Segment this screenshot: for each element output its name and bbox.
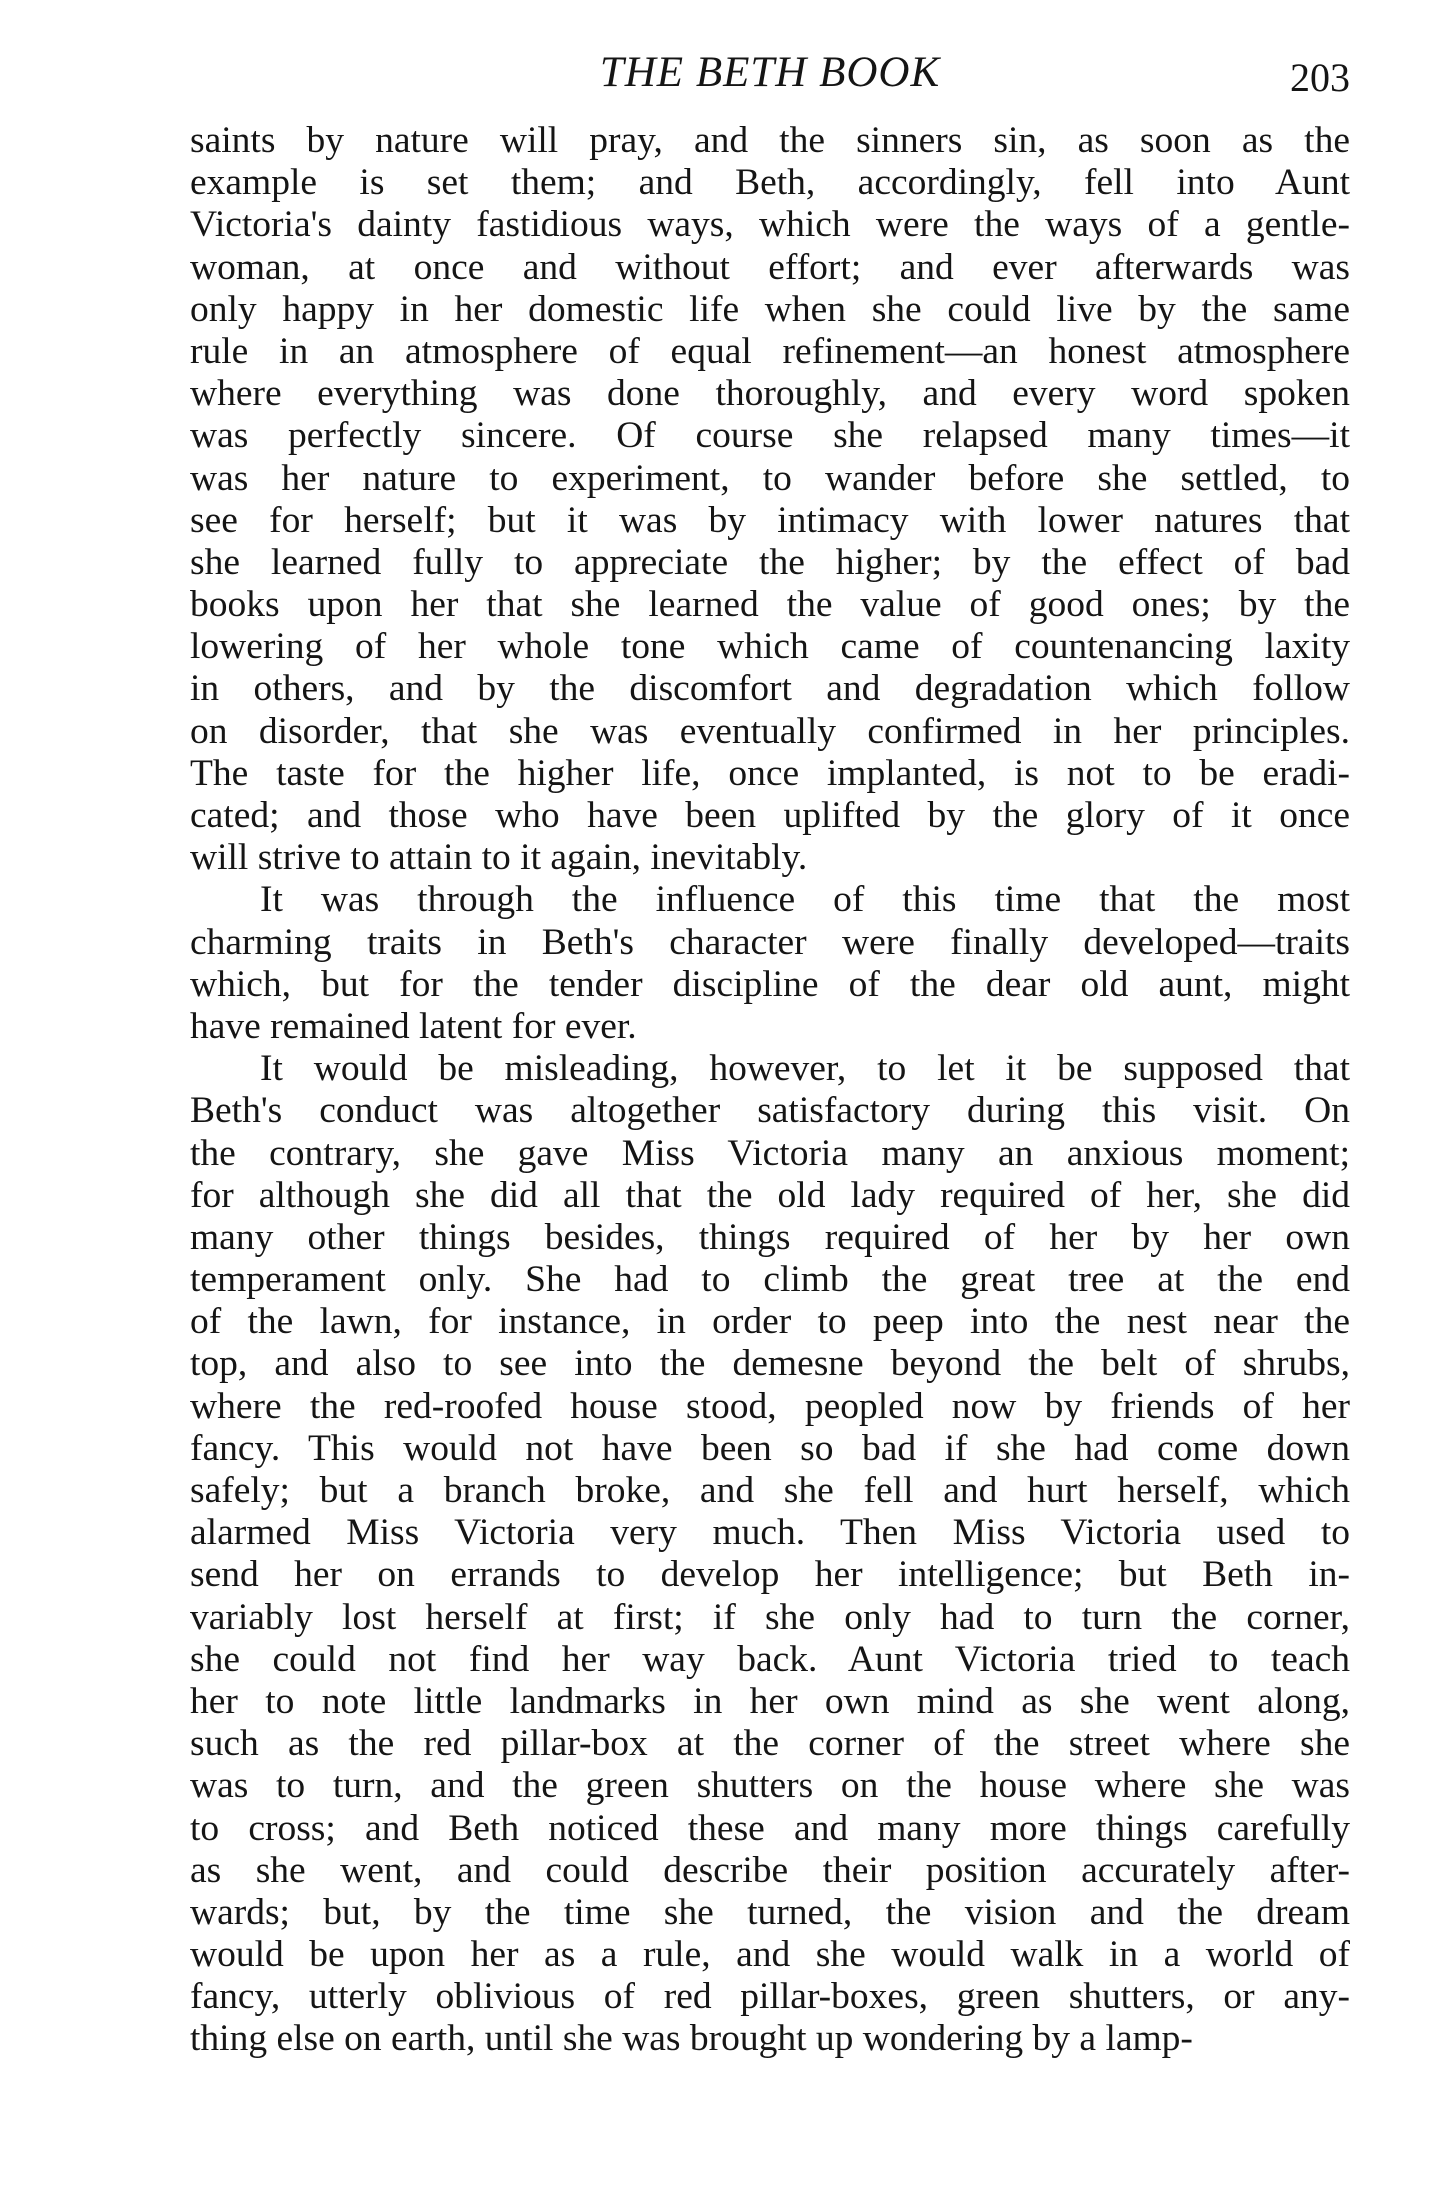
text-line: she could not find her way back. Aunt Victoria tried to teach — [190, 1638, 1350, 1680]
text-line: Beth's conduct was altogether satisfactory during this visit. On — [190, 1090, 1350, 1132]
text-line: wards; but, by the time she turned, the vision and the dream — [190, 1891, 1350, 1933]
text-line: thing else on earth, until she was brought up wondering by a lamp- — [190, 2018, 1193, 2060]
text-line: see for herself; but it was by intimacy with lower natures that — [190, 499, 1350, 541]
text-line: Victoria's dainty fastidious ways, which were the ways of a gentle- — [190, 204, 1350, 246]
body-text — [190, 120, 1350, 2061]
text-line: books upon her that she learned the value of good ones; by the — [190, 584, 1350, 626]
text-line: alarmed Miss Victoria very much. Then Miss Victoria used to — [190, 1512, 1350, 1554]
text-line: only happy in her domestic life when she could live by the same — [190, 288, 1350, 330]
text-line: It was through the influence of this time that the most — [260, 879, 1350, 921]
text-line: for although she did all that the old lady required of her, she did — [190, 1174, 1350, 1216]
text-line: many other things besides, things required of her by her own — [190, 1216, 1350, 1258]
text-line: variably lost herself at first; if she only had to turn the corner, — [190, 1596, 1350, 1638]
text-line: to cross; and Beth noticed these and many more things carefully — [190, 1807, 1350, 1849]
text-line: such as the red pillar-box at the corner of the street where she — [190, 1723, 1350, 1765]
text-line: was her nature to experiment, to wander before she settled, to — [190, 457, 1350, 499]
text-line: It would be misleading, however, to let it be supposed that — [260, 1048, 1350, 1090]
text-line: cated; and those who have been uplifted by the glory of it once — [190, 795, 1350, 836]
text-line: example is set them; and Beth, accordingly, fell into Aunt — [190, 162, 1350, 204]
text-line: woman, at once and without effort; and ever afterwards was — [190, 246, 1350, 288]
text-line: safely; but a branch broke, and she fell and hurt herself, which — [190, 1470, 1350, 1511]
text-line: send her on errands to develop her intelligence; but Beth in- — [190, 1554, 1350, 1596]
text-line: where the red-roofed house stood, peopled now by friends of her — [190, 1385, 1350, 1427]
text-line: charming traits in Beth's character were finally developed—traits — [190, 921, 1350, 963]
paragraph — [190, 1048, 1350, 2061]
running-title: THE BETH BOOK — [599, 49, 941, 96]
page-number: 203 — [1290, 55, 1350, 100]
text-line: which, but for the tender discipline of the dear old aunt, might — [190, 963, 1350, 1005]
text-line: she learned fully to appreciate the higher; by the effect of bad — [190, 541, 1350, 583]
text-line: rule in an atmosphere of equal refinement—an honest atmosphere — [190, 330, 1350, 372]
text-line: The taste for the higher life, once implanted, is not to be eradi- — [190, 752, 1350, 794]
text-line: fancy. This would not have been so bad if she had come down — [190, 1427, 1350, 1469]
text-line: her to note little landmarks in her own mind as she went along, — [190, 1680, 1350, 1722]
text-line: lowering of her whole tone which came of countenancing laxity — [190, 626, 1350, 668]
text-line: was to turn, and the green shutters on the house where she was — [190, 1765, 1350, 1807]
text-line: in others, and by the discomfort and degradation which follow — [190, 668, 1350, 710]
text-line: the contrary, she gave Miss Victoria many an anxious moment; — [190, 1132, 1350, 1174]
text-line: top, and also to see into the demesne beyond the belt of shrubs, — [190, 1343, 1350, 1385]
text-line: where everything was done thoroughly, and every word spoken — [190, 373, 1350, 415]
text-line: have remained latent for ever. — [190, 1005, 637, 1047]
text-line: of the lawn, for instance, in order to peep into the nest near the — [190, 1301, 1350, 1343]
paragraph — [190, 879, 1350, 1048]
text-line: was perfectly sincere. Of course she relapsed many times—it — [190, 415, 1350, 457]
text-line: as she went, and could describe their position accurately after- — [190, 1849, 1350, 1891]
text-line: temperament only. She had to climb the great tree at the end — [190, 1259, 1350, 1301]
paragraph — [190, 120, 1350, 879]
text-line: on disorder, that she was eventually confirmed in her principles. — [190, 710, 1350, 752]
running-header — [190, 48, 1350, 108]
text-line: fancy, utterly oblivious of red pillar-boxes, green shutters, or any- — [190, 1976, 1350, 2018]
text-line: saints by nature will pray, and the sinners sin, as soon as the — [190, 120, 1350, 161]
text-line: would be upon her as a rule, and she would walk in a world of — [190, 1934, 1350, 1976]
text-line: will strive to attain to it again, inevitably. — [190, 837, 808, 879]
